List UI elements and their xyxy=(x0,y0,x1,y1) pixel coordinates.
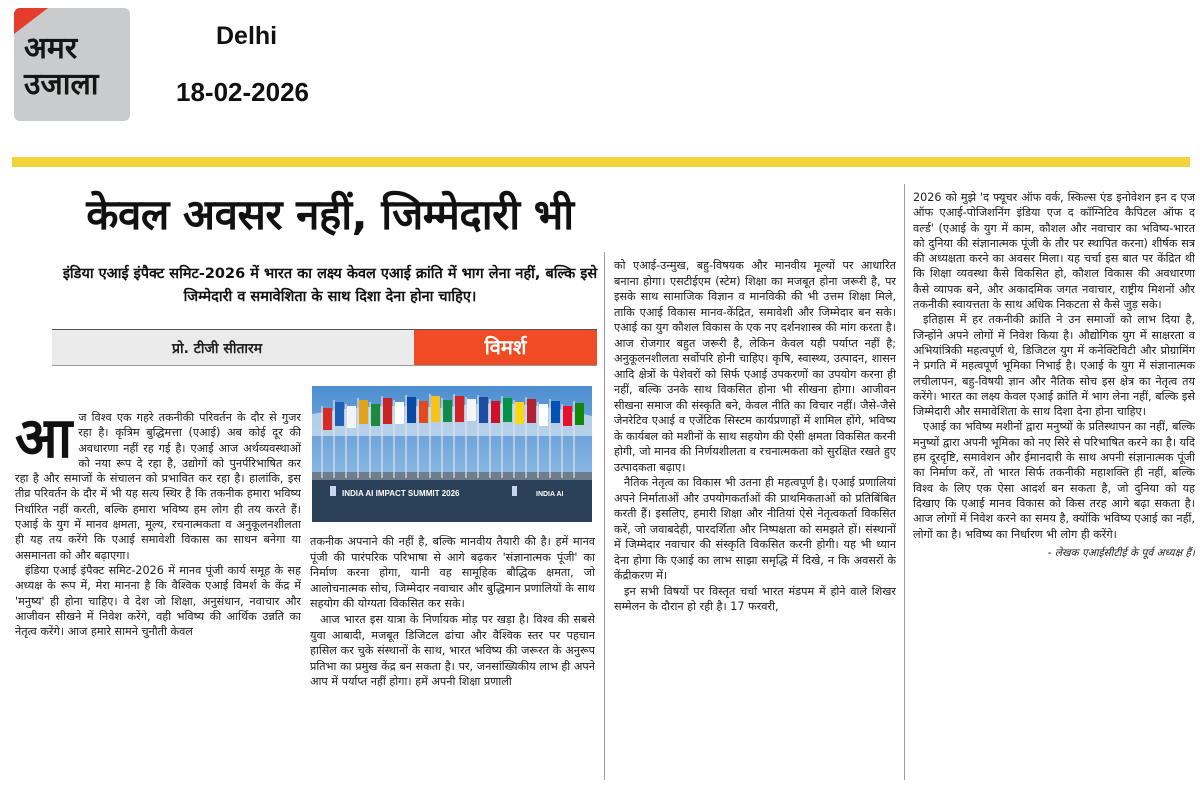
article-column-1 xyxy=(15,410,301,780)
col1-para-1: ज विश्व एक गहरे तकनीकी परिवर्तन के दौर से गुजर रहा है। कृत्रिम बुद्धिमत्ता (एआई) अब कोई दूर की अवधारणा नहीं रह गई है। एआई आज अर्थव्यवस्थाओं को नया रूप दे रहा है, उद्योगों को पुनर्परिभाषित कर रहा है और समाजों के संचालन को प्रभावित कर रहा है। हालांकि, इस तीव्र परिवर्तन के दौर में भी यह सत्य स्थिर है कि तकनीक हमारा भविष्य निर्धारित नहीं करती, बल्कि हमारा भविष्य हम लोग ही तय करते हैं। एआई के युग में मानव क्षमता, मूल्य, रचनात्मकता व अनुकूलनशीलता ही यह तय करेंगे कि एआई समावेशी विकास का साधन बनेगा या असमानता को और बढ़ाएगा। xyxy=(15,411,301,562)
col2-para-1: तकनीक अपनाने की नहीं है, बल्कि मानवीय तैयारी की है। हमें मानव पूंजी की पारंपरिक परिभाषा से आगे बढ़कर 'संज्ञानात्मक पूंजी' का निर्माण करना होगा, यानी वह सामूहिक बौद्धिक क्षमता, जो आलोचनात्मक सोच, जिम्मेदार नवाचार और बुद्धिमान प्रणालियों के साथ सहयोग की योग्यता विकसित कर सके। xyxy=(310,535,595,611)
logo-line2: उजाला xyxy=(24,67,99,102)
newspaper-logo xyxy=(14,8,130,121)
col1-para-2: इंडिया एआई इंपैक्ट समिट-2026 में मानव पूंजी कार्य समूह के सह अध्यक्ष के रूप में, मेरा मानना है कि वैश्विक एआई विमर्श के केंद्र में 'मनुष्य' ही होना चाहिए। वे देश जो शिक्षा, अनुसंधान, नवाचार और आजीवन सीखने में निवेश करेंगे, वही भविष्य की आर्थिक उन्नति का नेतृत्व करेंगे। आज हमारे सामने चुनौती केवल xyxy=(15,563,301,639)
column-rule xyxy=(604,252,605,780)
article-deck: इंडिया एआई इंपैक्ट समिट-2026 में भारत का लक्ष्य केवल एआई क्रांति में भाग लेना नहीं, बल्कि इसे जिम्मेदारी व समावेशिता के साथ दिशा देना होना चाहिए। xyxy=(62,266,598,305)
logo-line1: अमर xyxy=(24,31,78,66)
col4-para-2: इतिहास में हर तकनीकी क्रांति ने उन समाजों को लाभ दिया है, जिन्होंने अपने लोगों में निवेश किया है। औद्योगिक युग में साक्षरता व अभियांत्रिकी महत्वपूर्ण थे, डिजिटल युग में कनेक्टिविटी और प्रोग्रामिंग ने प्रगति में महत्वपूर्ण भूमिका निभाई है। एआई के युग में संज्ञानात्मक लचीलापन, बहु-विषयी ज्ञान और नैतिक सोच इस क्षेत्र का नेतृत्व तय करेंगे। भारत का लक्ष्य केवल एआई क्रांति में भाग लेना नहीं, बल्कि इसे जिम्मेदारी और समावेशिता के साथ दिशा देना होना चाहिए। xyxy=(913,313,1195,419)
summit-photo xyxy=(312,386,592,522)
author-byline: प्रो. टीजी सीतारम xyxy=(172,341,263,357)
col4-para-1: 2026 को मुझे 'द फ्यूचर ऑफ वर्क, स्किल्स एंड इनोवेशन इन द एज ऑफ एआई-पोजिशनिंग इंडिया एज द कॉग्निटिव कैपिटल ऑफ द वर्ल्ड' (एआई के युग में काम, कौशल और नवाचार का भविष्य-भारत को दुनिया की संज्ञानात्मक पूंजी के तौर पर स्थापित करना) शीर्षक सत्र की अध्यक्षता करने का अवसर मिला। यह चर्चा इस बात पर केंद्रित थी कि शिक्षा व्यवस्था कैसे विकसित हो, कौशल विकास की अवधारणा कैसे व्यापक बने, और अकादमिक जगत नवाचार, राष्ट्रीय मिशनों और तकनीकी स्वायत्तता के साथ अधिक निकटता से कैसे जुड़ सके। xyxy=(913,191,1195,312)
photo-banner-right-text: INDIA AI xyxy=(536,491,564,498)
col2-para-2: आज भारत इस यात्रा के निर्णायक मोड़ पर खड़ा है। विश्व की सबसे युवा आबादी, मजबूत डिजिटल ढांचा और वैश्विक स्तर पर पहचान हासिल कर चुके संस्थानों के साथ, भारत भविष्य की जरूरत के अनुरूप प्रतिभा का प्रमुख केंद्र बन सकता है। पर, जनसांख्यिकीय लाभ ही अपने आप में पर्याप्त नहीं होगा। हमें अपनी शिक्षा प्रणाली xyxy=(310,612,595,689)
article-column-3 xyxy=(614,258,896,780)
article-column-2 xyxy=(310,534,595,774)
column-rule xyxy=(904,184,905,780)
article-column-4 xyxy=(913,190,1195,780)
byline-bar xyxy=(52,329,597,366)
edition-city: Delhi xyxy=(216,22,278,50)
article-headline: केवल अवसर नहीं, जिम्मेदारी भी xyxy=(86,190,574,239)
flags-illustration xyxy=(312,386,592,522)
page-top-band xyxy=(12,157,1190,167)
col3-para-2: नैतिक नेतृत्व का विकास भी उतना ही महत्वपूर्ण है। एआई प्रणालियां अपने निर्माताओं और उपयोगकर्ताओं की प्राथमिकताओं को प्रतिबिंबित करती हैं। इसलिए, हमारी शिक्षा और नीतियां ऐसे नेतृत्वकर्ता विकसित करें, जो जवाबदेही, पारदर्शिता और निष्पक्षता को समझते हों। संस्थानों में जिम्मेदार नवाचार की संस्कृति विकसित करनी होगी। यह भी ध्यान देना होगा कि एआई का लाभ साझा समृद्धि में दिखे, न कि अवसरों के केंद्रीकरण में। xyxy=(614,476,896,582)
dropcap: आ xyxy=(15,410,73,471)
col4-para-3: एआई का भविष्य मशीनों द्वारा मनुष्यों के प्रतिस्थापन का नहीं, बल्कि मनुष्यों द्वारा अपनी भूमिका को नए सिरे से परिभाषित करने का है। यदि हम दूरदृष्टि, समावेशन और ईमानदारी के साथ अपनी संज्ञानात्मक पूंजी का निर्माण करें, तो भारत सिर्फ तकनीकी महाशक्ति ही नहीं, बल्कि विश्व के लिए एक ऐसा आदर्श बन सकता है, जो दुनिया को यह दिखाए कि एआई मानव विकास को किस तरह आगे बढ़ा सकता है। आज लोगों में निवेश करने का समय है, क्योंकि भविष्य एआई का नहीं, लोगों का है। भविष्य का निर्धारण भी लोग ही करेंगे। xyxy=(913,420,1195,541)
col3-para-3: इन सभी विषयों पर विस्तृत चर्चा भारत मंडपम में होने वाले शिखर सम्मेलन के दौरान हो रही है। 17 फरवरी, xyxy=(614,584,896,613)
section-tag: विमर्श xyxy=(414,330,597,365)
col3-para-1: को एआई-उन्मुख, बहु-विषयक और मानवीय मूल्यों पर आधारित बनाना होगा। एसटीईएम (स्टेम) शिक्षा का मजबूत होना जरूरी है, पर इसके साथ सामाजिक विज्ञान व मानविकी की भी उत्तम शिक्षा मिले, ताकि एआई विकास मानव-केंद्रित, समावेशी और जिम्मेदार बन सके। एआई का युग कौशल विकास के एक नए दर्शनशास्त्र की मांग करता है। आज रोजगार बहुत जरूरी है, लेकिन केवल यही पर्याप्त नहीं है; अनुकूलनशीलता सर्वोपरि होनी चाहिए। कृषि, स्वास्थ्य, उत्पादन, शासन आदि क्षेत्रों के पेशेवरों को सिर्फ एआई उपकरणों का उपयोग करना ही नहीं, बल्कि उनके साथ विकसित होना भी सीखना होगा। आजीवन सीखना समाज की संस्कृति बने, केवल नीति का विचार नहीं। जैसे-जैसे जेनरेटिव एआई व एजेंटिक सिस्टम कार्यप्रणाहों में शामिल होंगे, भविष्य के कार्यबल को मशीनों के साथ सहयोग की ऐसी क्षमता विकसित करनी होगी, जो मानव की निर्णयशीलता व रचनात्मकता को सुरक्षित रखते हुए उत्पादकता बढ़ाए। xyxy=(614,259,896,474)
author-signoff: - लेखक एआईसीटीई के पूर्व अध्यक्ष हैं। xyxy=(1047,546,1195,559)
photo-banner-text: INDIA AI IMPACT SUMMIT 2026 xyxy=(342,489,460,498)
edition-date: 18-02-2026 xyxy=(176,77,309,107)
